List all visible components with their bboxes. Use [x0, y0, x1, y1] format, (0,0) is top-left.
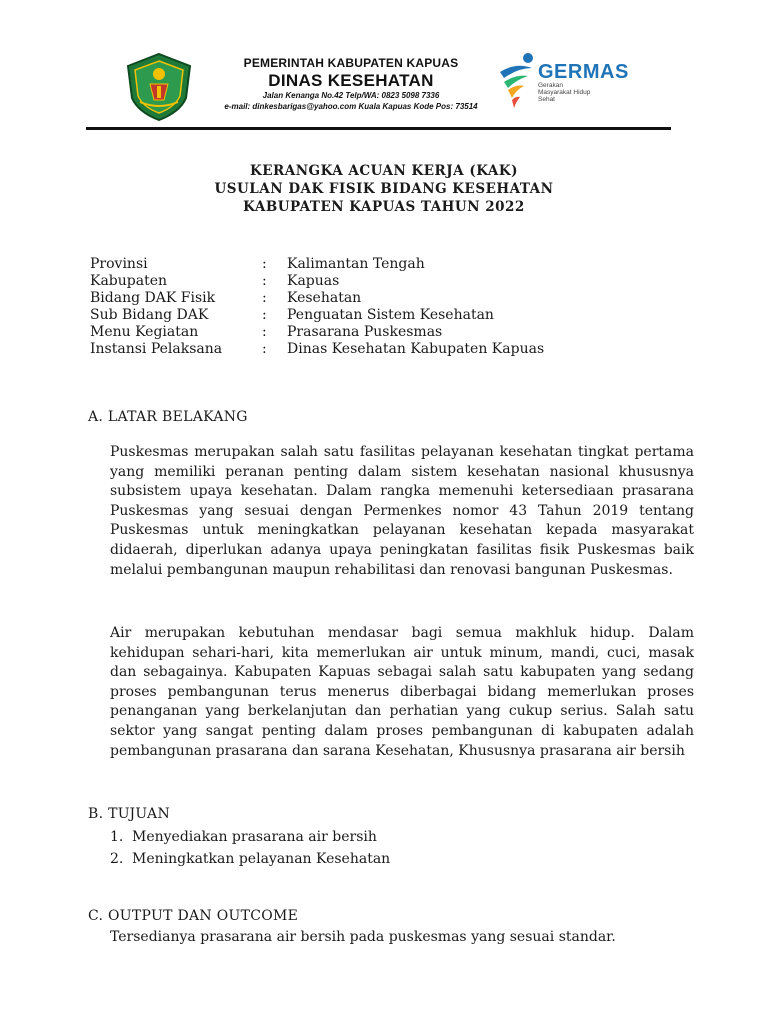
list-number: 2.	[110, 851, 124, 867]
germas-tagline: Gerakan Masyarakat Hidup Sehat	[538, 82, 591, 103]
info-colon: :	[262, 341, 267, 357]
section-c-text: Tersedianya prasarana air bersih pada puskesmas yang sesuai standar.	[110, 929, 616, 945]
letterhead-rule	[86, 127, 671, 130]
section-a-paragraph-2: Air merupakan kebutuhan mendasar bagi semua makhluk hidup. Dalam kehidupan sehari-hari, kita memerlukan air untuk minum, mandi, cuci, masak dan sebagainya. Kabupaten Kapuas sebagai salah satu kabupaten yang sedang proses pembangunan terus menerus diberbagai bidang memerlukan proses penanganan yang berkelanjutan dan perhatian yang cukup serius. Salah satu sektor yang sangat penting dalam proses pembangunan di kabupaten adalah pembangunan prasarana dan sarana Kesehatan, Khususnya prasarana air bersih	[110, 625, 694, 759]
germas-logo-icon	[498, 52, 538, 110]
letterhead-text	[196, 56, 506, 112]
title-line-1: KERANGKA ACUAN KERJA (KAK)	[249, 163, 518, 179]
info-colon: :	[262, 324, 267, 340]
info-value: Penguatan Sistem Kesehatan	[287, 307, 494, 323]
info-row	[90, 324, 544, 341]
info-row	[90, 256, 544, 273]
letterhead	[0, 0, 768, 134]
title-line-3: KABUPATEN KAPUAS TAHUN 2022	[243, 199, 525, 215]
info-value: Prasarana Puskesmas	[287, 324, 443, 340]
list-text: Meningkatkan pelayanan Kesehatan	[132, 851, 391, 867]
email-line: e-mail: dinkesbarigas@yahoo.com Kuala Kapuas Kode Pos: 73514	[224, 102, 478, 111]
document-title	[0, 162, 768, 216]
department-name: DINAS KESEHATAN	[268, 71, 434, 90]
info-label: Provinsi	[90, 256, 148, 272]
germas-wordmark: GERMAS	[538, 61, 629, 83]
info-label: Bidang DAK Fisik	[90, 290, 216, 306]
info-row	[90, 341, 544, 358]
section-c-heading: C. OUTPUT DAN OUTCOME	[88, 908, 299, 924]
info-table	[90, 256, 544, 358]
info-label: Menu Kegiatan	[90, 324, 199, 340]
list-text: Menyediakan prasarana air bersih	[132, 829, 377, 845]
info-row	[90, 273, 544, 290]
info-colon: :	[262, 307, 267, 323]
info-colon: :	[262, 273, 267, 289]
objectives-list	[110, 826, 390, 870]
info-row	[90, 307, 544, 324]
info-value: Kesehatan	[287, 290, 362, 306]
section-a-paragraph-1: Puskesmas merupakan salah satu fasilitas pelayanan kesehatan tingkat pertama yang memiliki peranan penting dalam sistem kesehatan nasional khususnya subsistem upaya kesehatan. Dalam rangka memenuhi ketersediaan prasarana Puskesmas yang sesuai dengan Permenkes nomor 43 Tahun 2019 tentang Puskesmas untuk meningkatkan pelayanan kesehatan kepada masyarakat didaerah, diperlukan adanya upaya peningkatan fasilitas fisik Puskesmas baik melalui pembangunan maupun rehabilitasi dan renovasi bangunan Puskesmas.	[110, 444, 694, 578]
list-item	[110, 826, 390, 848]
info-value: Kapuas	[287, 273, 340, 289]
germas-brand	[538, 62, 629, 103]
info-value: Kalimantan Tengah	[287, 256, 425, 272]
info-label: Kabupaten	[90, 273, 168, 289]
info-colon: :	[262, 256, 267, 272]
kapuas-emblem-icon	[124, 52, 194, 122]
info-label: Sub Bidang DAK	[90, 307, 209, 323]
info-label: Instansi Pelaksana	[90, 341, 223, 357]
address-line: Jalan Kenanga No.42 Telp/WA: 0823 5098 7336	[262, 91, 440, 100]
info-colon: :	[262, 290, 267, 306]
section-a-heading: A. LATAR BELAKANG	[88, 409, 248, 425]
section-b-heading: B. TUJUAN	[88, 806, 170, 822]
list-item	[110, 848, 390, 870]
info-value: Dinas Kesehatan Kabupaten Kapuas	[287, 341, 545, 357]
info-row	[90, 290, 544, 307]
title-line-2: USULAN DAK FISIK BIDANG KESEHATAN	[214, 181, 554, 197]
list-number: 1.	[110, 829, 124, 845]
government-name: PEMERINTAH KABUPATEN KAPUAS	[243, 56, 459, 70]
